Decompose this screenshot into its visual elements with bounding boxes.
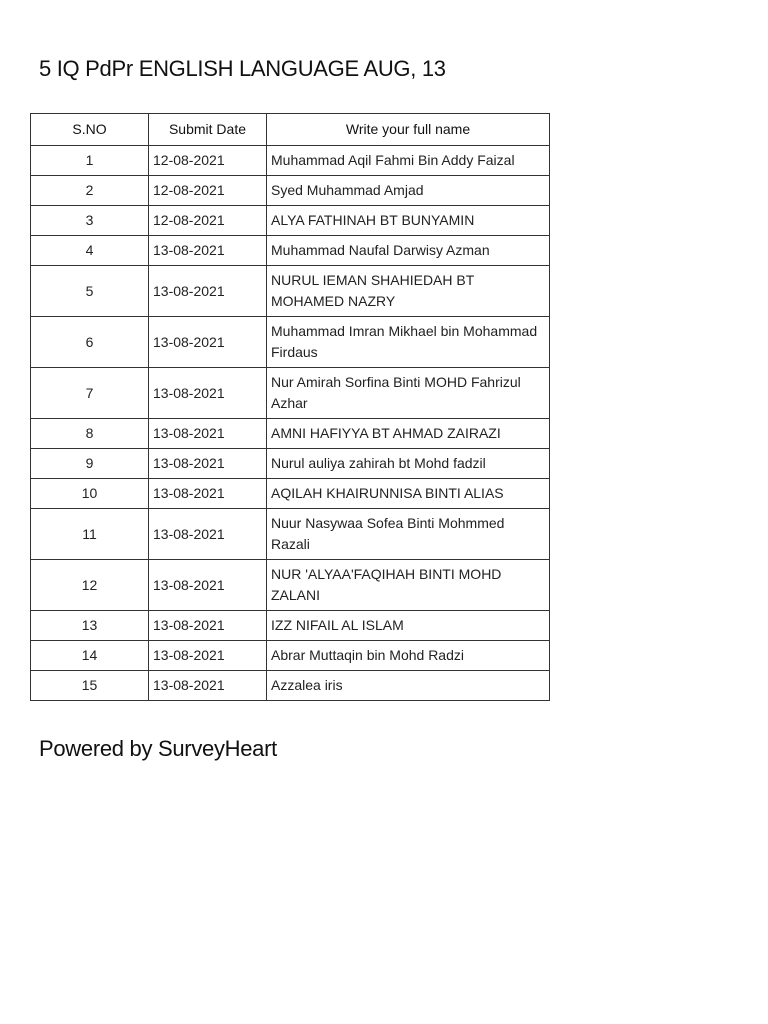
table-row bbox=[31, 560, 550, 611]
cell-submit-date: 13-08-2021 bbox=[149, 479, 267, 509]
cell-sno: 12 bbox=[31, 560, 149, 611]
cell-full-name: Muhammad Aqil Fahmi Bin Addy Faizal bbox=[267, 146, 550, 176]
cell-full-name: Syed Muhammad Amjad bbox=[267, 176, 550, 206]
cell-submit-date: 13-08-2021 bbox=[149, 419, 267, 449]
table-row bbox=[31, 479, 550, 509]
table-row bbox=[31, 368, 550, 419]
cell-sno: 15 bbox=[31, 671, 149, 701]
cell-full-name: Azzalea iris bbox=[267, 671, 550, 701]
table-row bbox=[31, 317, 550, 368]
table-row bbox=[31, 611, 550, 641]
cell-sno: 13 bbox=[31, 611, 149, 641]
cell-full-name: Nur Amirah Sorfina Binti MOHD Fahrizul Azhar bbox=[267, 368, 550, 419]
cell-full-name: NURUL IEMAN SHAHIEDAH BT MOHAMED NAZRY bbox=[267, 266, 550, 317]
cell-sno: 14 bbox=[31, 641, 149, 671]
table-row bbox=[31, 671, 550, 701]
cell-full-name: AMNI HAFIYYA BT AHMAD ZAIRAZI bbox=[267, 419, 550, 449]
cell-sno: 10 bbox=[31, 479, 149, 509]
cell-sno: 9 bbox=[31, 449, 149, 479]
table-row bbox=[31, 641, 550, 671]
cell-sno: 11 bbox=[31, 509, 149, 560]
cell-submit-date: 12-08-2021 bbox=[149, 146, 267, 176]
table-row bbox=[31, 146, 550, 176]
cell-full-name: IZZ NIFAIL AL ISLAM bbox=[267, 611, 550, 641]
cell-sno: 1 bbox=[31, 146, 149, 176]
cell-submit-date: 13-08-2021 bbox=[149, 560, 267, 611]
cell-sno: 4 bbox=[31, 236, 149, 266]
cell-submit-date: 13-08-2021 bbox=[149, 641, 267, 671]
cell-submit-date: 13-08-2021 bbox=[149, 671, 267, 701]
cell-sno: 5 bbox=[31, 266, 149, 317]
cell-sno: 8 bbox=[31, 419, 149, 449]
powered-by-footer: Powered by SurveyHeart bbox=[39, 736, 277, 761]
table-row bbox=[31, 266, 550, 317]
table-row bbox=[31, 419, 550, 449]
cell-full-name: AQILAH KHAIRUNNISA BINTI ALIAS bbox=[267, 479, 550, 509]
table-row bbox=[31, 509, 550, 560]
cell-submit-date: 13-08-2021 bbox=[149, 236, 267, 266]
cell-sno: 2 bbox=[31, 176, 149, 206]
cell-submit-date: 13-08-2021 bbox=[149, 317, 267, 368]
header-submit-date: Submit Date bbox=[149, 114, 267, 146]
table-row bbox=[31, 206, 550, 236]
cell-submit-date: 13-08-2021 bbox=[149, 266, 267, 317]
page-title: 5 IQ PdPr ENGLISH LANGUAGE AUG, 13 bbox=[39, 56, 446, 81]
cell-submit-date: 13-08-2021 bbox=[149, 449, 267, 479]
cell-sno: 7 bbox=[31, 368, 149, 419]
responses-table-container bbox=[30, 113, 550, 701]
cell-submit-date: 12-08-2021 bbox=[149, 206, 267, 236]
cell-full-name: NUR 'ALYAA'FAQIHAH BINTI MOHD ZALANI bbox=[267, 560, 550, 611]
header-full-name: Write your full name bbox=[267, 114, 550, 146]
cell-submit-date: 12-08-2021 bbox=[149, 176, 267, 206]
cell-full-name: ALYA FATHINAH BT BUNYAMIN bbox=[267, 206, 550, 236]
cell-full-name: Muhammad Imran Mikhael bin Mohammad Firdaus bbox=[267, 317, 550, 368]
header-sno: S.NO bbox=[31, 114, 149, 146]
cell-full-name: Abrar Muttaqin bin Mohd Radzi bbox=[267, 641, 550, 671]
cell-submit-date: 13-08-2021 bbox=[149, 509, 267, 560]
cell-submit-date: 13-08-2021 bbox=[149, 368, 267, 419]
table-row bbox=[31, 176, 550, 206]
table-row bbox=[31, 236, 550, 266]
cell-sno: 3 bbox=[31, 206, 149, 236]
cell-full-name: Nurul auliya zahirah bt Mohd fadzil bbox=[267, 449, 550, 479]
table-body bbox=[31, 146, 550, 701]
cell-submit-date: 13-08-2021 bbox=[149, 611, 267, 641]
cell-sno: 6 bbox=[31, 317, 149, 368]
cell-full-name: Muhammad Naufal Darwisy Azman bbox=[267, 236, 550, 266]
responses-table bbox=[30, 113, 550, 701]
cell-full-name: Nuur Nasywaa Sofea Binti Mohmmed Razali bbox=[267, 509, 550, 560]
table-header-row bbox=[31, 114, 550, 146]
table-row bbox=[31, 449, 550, 479]
